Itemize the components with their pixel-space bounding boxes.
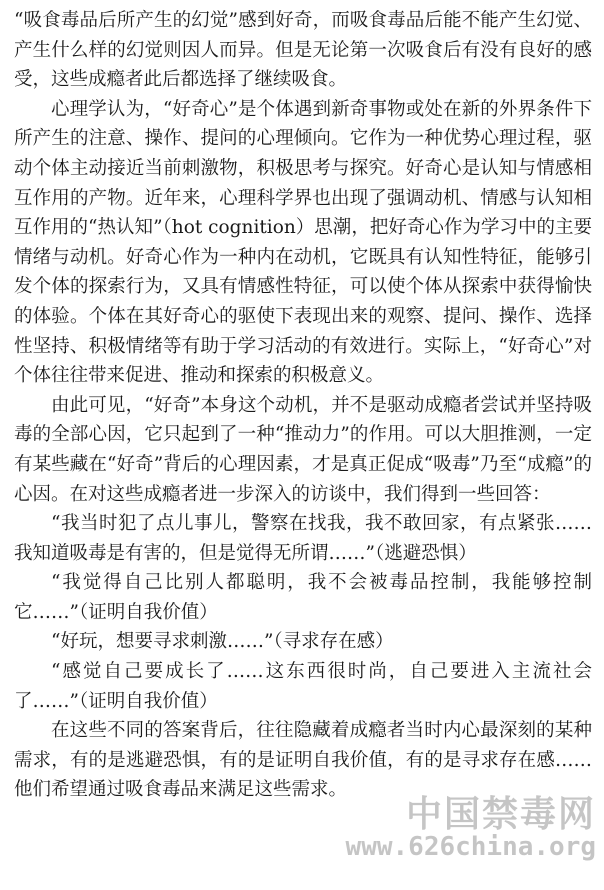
watermark-url: www.626china.org bbox=[345, 832, 596, 862]
paragraph-2: 心理学认为，“好奇心”是个体遇到新奇事物或处在新的外界条件下所产生的注意、操作、提问的心理倾向。它作为一种优势心理过程，驱动个体主动接近当前刺激物，积极思考与探究。好奇心是认知与情感相互作用的产物。近年来，心理科学界也出现了强调动机、情感与认知相互作用的“热认知”（hot cognition）思潮，把好奇心作为学习中的主要情绪与动机。好奇心作为一种内在动机，它既具有认知性特征，能够引发个体的探索行为，又具有情感性特征，可以使个体从探索中获得愉快的体验。个体在其好奇心的驱使下表现出来的观察、提问、操作、选择性坚持、积极情绪等有助于学习活动的有效进行。实际上，“好奇心”对个体往往带来促进、推动和探索的积极意义。 bbox=[14, 98, 592, 387]
paragraph-1: “吸食毒品后所产生的幻觉”感到好奇，而吸食毒品后能不能产生幻觉、产生什么样的幻觉则因人而异。但是无论第一次吸食后有没有良好的感受，这些成瘾者此后都选择了继续吸食。 bbox=[14, 10, 592, 91]
watermark-title: 中国禁毒网 bbox=[405, 794, 596, 835]
quote-3: “好玩，想要寻求刺激……”（寻求存在感） bbox=[51, 631, 394, 653]
quote-2: “我觉得自己比别人都聪明，我不会被毒品控制，我能够控制它……”（证明自我价值） bbox=[14, 572, 592, 623]
paragraph-3: 由此可见，“好奇”本身这个动机，并不是驱动成瘾者尝试并坚持吸毒的全部心因，它只起到了一种“推动力”的作用。可以大胆推测，一定有某些藏在“好奇”背后的心理因素，才是真正促成“吸毒”乃至“成瘾”的心因。在对这些成瘾者进一步深入的访谈中，我们得到一些回答： bbox=[14, 394, 592, 505]
quote-1: “我当时犯了点儿事儿，警察在找我，我不敢回家，有点紧张……我知道吸毒是有害的，但是觉得无所谓……”（逃避恐惧） bbox=[14, 513, 592, 564]
paragraph-final: 在这些不同的答案背后，往往隐藏着成瘾者当时内心最深刻的某种需求，有的是逃避恐惧，有的是证明自我价值，有的是寻求存在感……他们希望通过吸食毒品来满足这些需求。 bbox=[14, 720, 592, 801]
document-body bbox=[14, 6, 592, 805]
quote-4: “感觉自己要成长了……这东西很时尚，自己要进入主流社会了……”（证明自我价值） bbox=[14, 661, 592, 712]
